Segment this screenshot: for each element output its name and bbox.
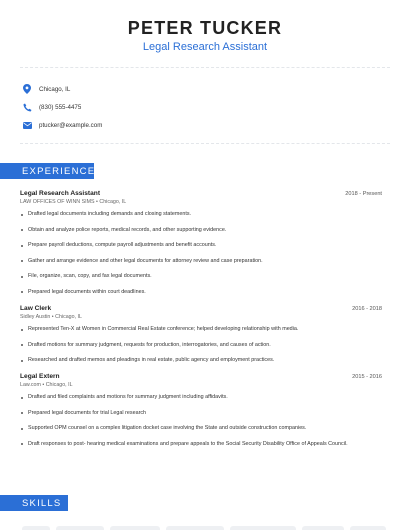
job-bullet: File, organize, scan, copy, and fax legal documents. xyxy=(20,273,382,280)
envelope-icon xyxy=(22,120,32,130)
job-bullet: Researched and drafted memos and pleadings in real estate, public agency and employment practices. xyxy=(20,357,382,364)
job-bullet: Obtain and analyze police reports, medical records, and other supporting evidence. xyxy=(20,227,382,234)
job-title: Legal Extern xyxy=(20,373,60,380)
skills-heading: SKILLS xyxy=(0,495,68,511)
job-location: Chicago, IL xyxy=(55,314,82,320)
phone-text: (830) 555-4475 xyxy=(39,103,82,111)
experience-heading: EXPERIENCE xyxy=(0,163,94,179)
divider xyxy=(20,143,390,144)
job-title: Legal Research Assistant xyxy=(20,190,101,197)
job-bullets xyxy=(20,326,382,364)
skill-chip xyxy=(166,526,224,530)
job-location: Chicago, IL xyxy=(99,199,127,205)
job-location: Chicago, IL xyxy=(45,382,73,388)
contact-email xyxy=(22,119,102,131)
contact-phone xyxy=(22,101,81,113)
job-company: Law.com xyxy=(20,382,41,388)
contact-location xyxy=(22,83,70,95)
job-company: Sidley Austin xyxy=(20,314,51,320)
job-org: Sidley Austin • Chicago, IL xyxy=(20,314,82,320)
skill-chip xyxy=(350,526,386,530)
divider xyxy=(20,67,390,68)
job-dates: 2018 - Present xyxy=(345,191,382,197)
location-text: Chicago, IL xyxy=(39,85,71,93)
job-bullet: Prepared legal documents for trial Legal research xyxy=(20,410,382,417)
skill-chip xyxy=(302,526,344,530)
job-bullets xyxy=(20,211,382,296)
job-title: Law Clerk xyxy=(20,305,52,312)
job-bullet: Supported OPM counsel on a complex litigation docket case involving the State and outside construction companies. xyxy=(20,425,382,432)
job-bullet: Gather and arrange evidence and other legal documents for attorney review and case preparation. xyxy=(20,258,382,265)
skill-chip xyxy=(110,526,160,530)
job-bullet: Prepared legal documents within court deadlines. xyxy=(20,289,382,296)
job-bullets xyxy=(20,394,382,448)
job-dates: 2015 - 2016 xyxy=(352,374,382,380)
job-bullet: Prepare payroll deductions, compute payroll adjustments and benefit accounts. xyxy=(20,242,382,249)
job-company: LAW OFFICES OF WINN SIMS xyxy=(20,199,95,205)
job-bullet: Drafted legal documents including demands and closing statements. xyxy=(20,211,382,218)
skill-chip xyxy=(22,526,50,530)
email-link[interactable]: ptucker@example.com xyxy=(39,121,103,129)
job-entry xyxy=(20,305,382,364)
candidate-name: PETER TUCKER xyxy=(127,18,283,38)
job-entry xyxy=(20,373,382,448)
map-pin-icon xyxy=(22,84,32,94)
job-bullet: Represented Ten-X at Women in Commercial Real Estate conference; helped developing relationship with media. xyxy=(20,326,382,333)
candidate-title: Legal Research Assistant xyxy=(142,41,268,53)
job-bullet: Drafted motions for summary judgment, requests for production, interrogatories, and causes of action. xyxy=(20,342,382,349)
skill-chip xyxy=(230,526,296,530)
job-dates: 2016 - 2018 xyxy=(352,306,382,312)
job-bullet: Drafted and filed complaints and motions for summary judgment including affidavits. xyxy=(20,394,382,401)
job-org: LAW OFFICES OF WINN SIMS • Chicago, IL xyxy=(20,199,127,205)
job-bullet: Draft responses to post- hearing medical examinations and prepare appeals to the Social Security Disability Office of Appeals Council. xyxy=(20,441,382,448)
job-entry xyxy=(20,190,382,296)
phone-icon xyxy=(22,102,32,112)
skill-chip xyxy=(56,526,104,530)
job-org: Law.com • Chicago, IL xyxy=(20,382,73,388)
